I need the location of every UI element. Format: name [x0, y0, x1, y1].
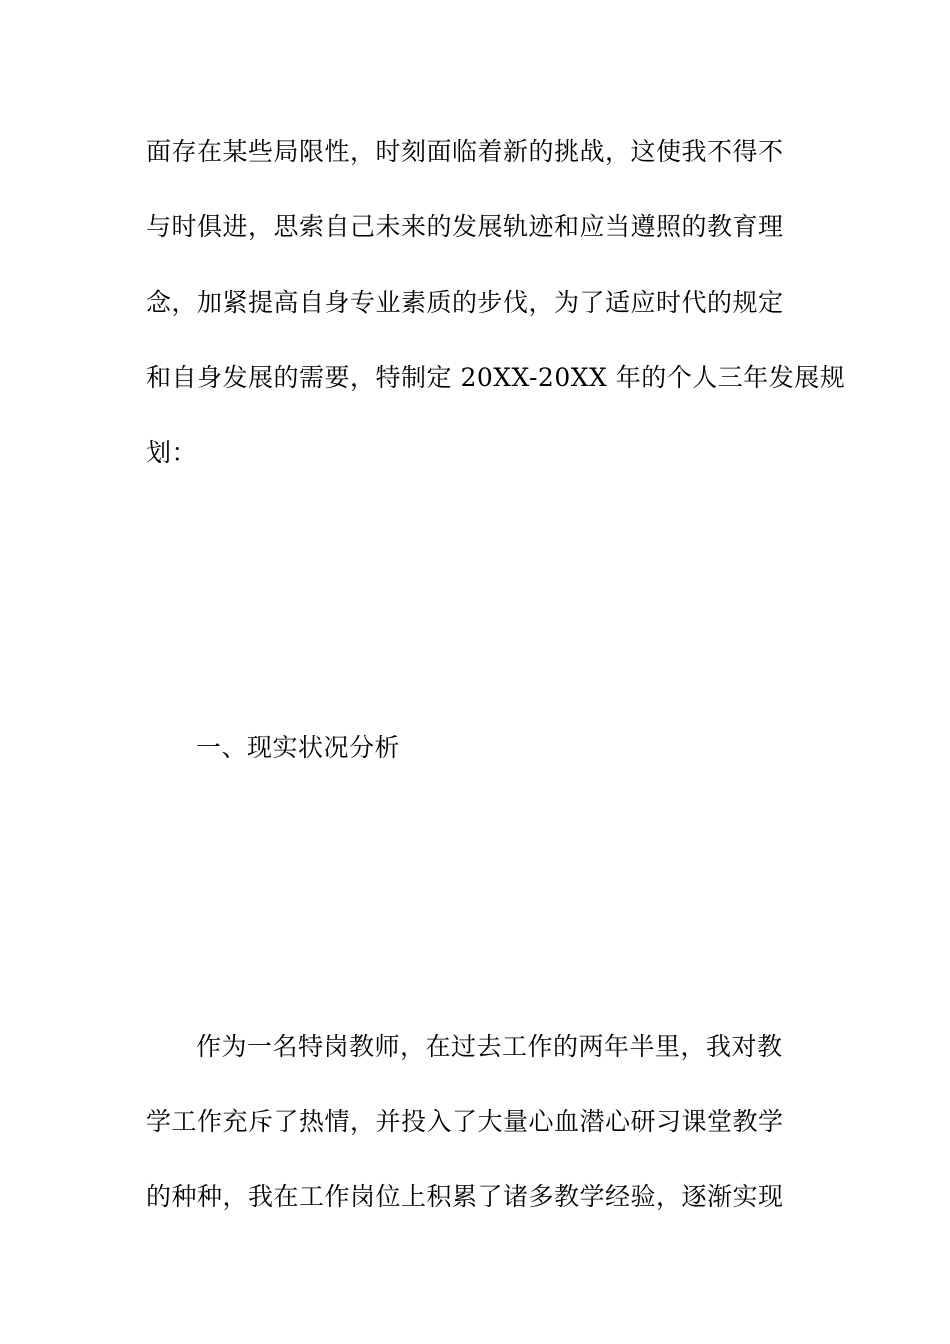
paragraph-line: 划：: [146, 438, 198, 467]
paragraph-line: 面存在某些局限性，时刻面临着新的挑战，这使我不得不: [146, 137, 784, 166]
paragraph-line: 学工作充斥了热情，并投入了大量心血潜心研习课堂教学: [146, 1107, 784, 1136]
paragraph-line: 念，加紧提高自身专业素质的步伐，为了适应时代的规定: [146, 288, 784, 317]
section-heading: 一、现实状况分析: [196, 733, 401, 762]
paragraph-line: 与时俱进，思索自己未来的发展轨迹和应当遵照的教育理: [146, 212, 784, 241]
paragraph-line: 作为一名特岗教师，在过去工作的两年半里，我对教: [196, 1032, 783, 1061]
paragraph-line: 的种种，我在工作岗位上积累了诸多教学经验，逐渐实现: [146, 1182, 784, 1211]
paragraph-line: 和自身发展的需要，特制定 20XX-20XX 年的个人三年发展规: [146, 363, 846, 392]
